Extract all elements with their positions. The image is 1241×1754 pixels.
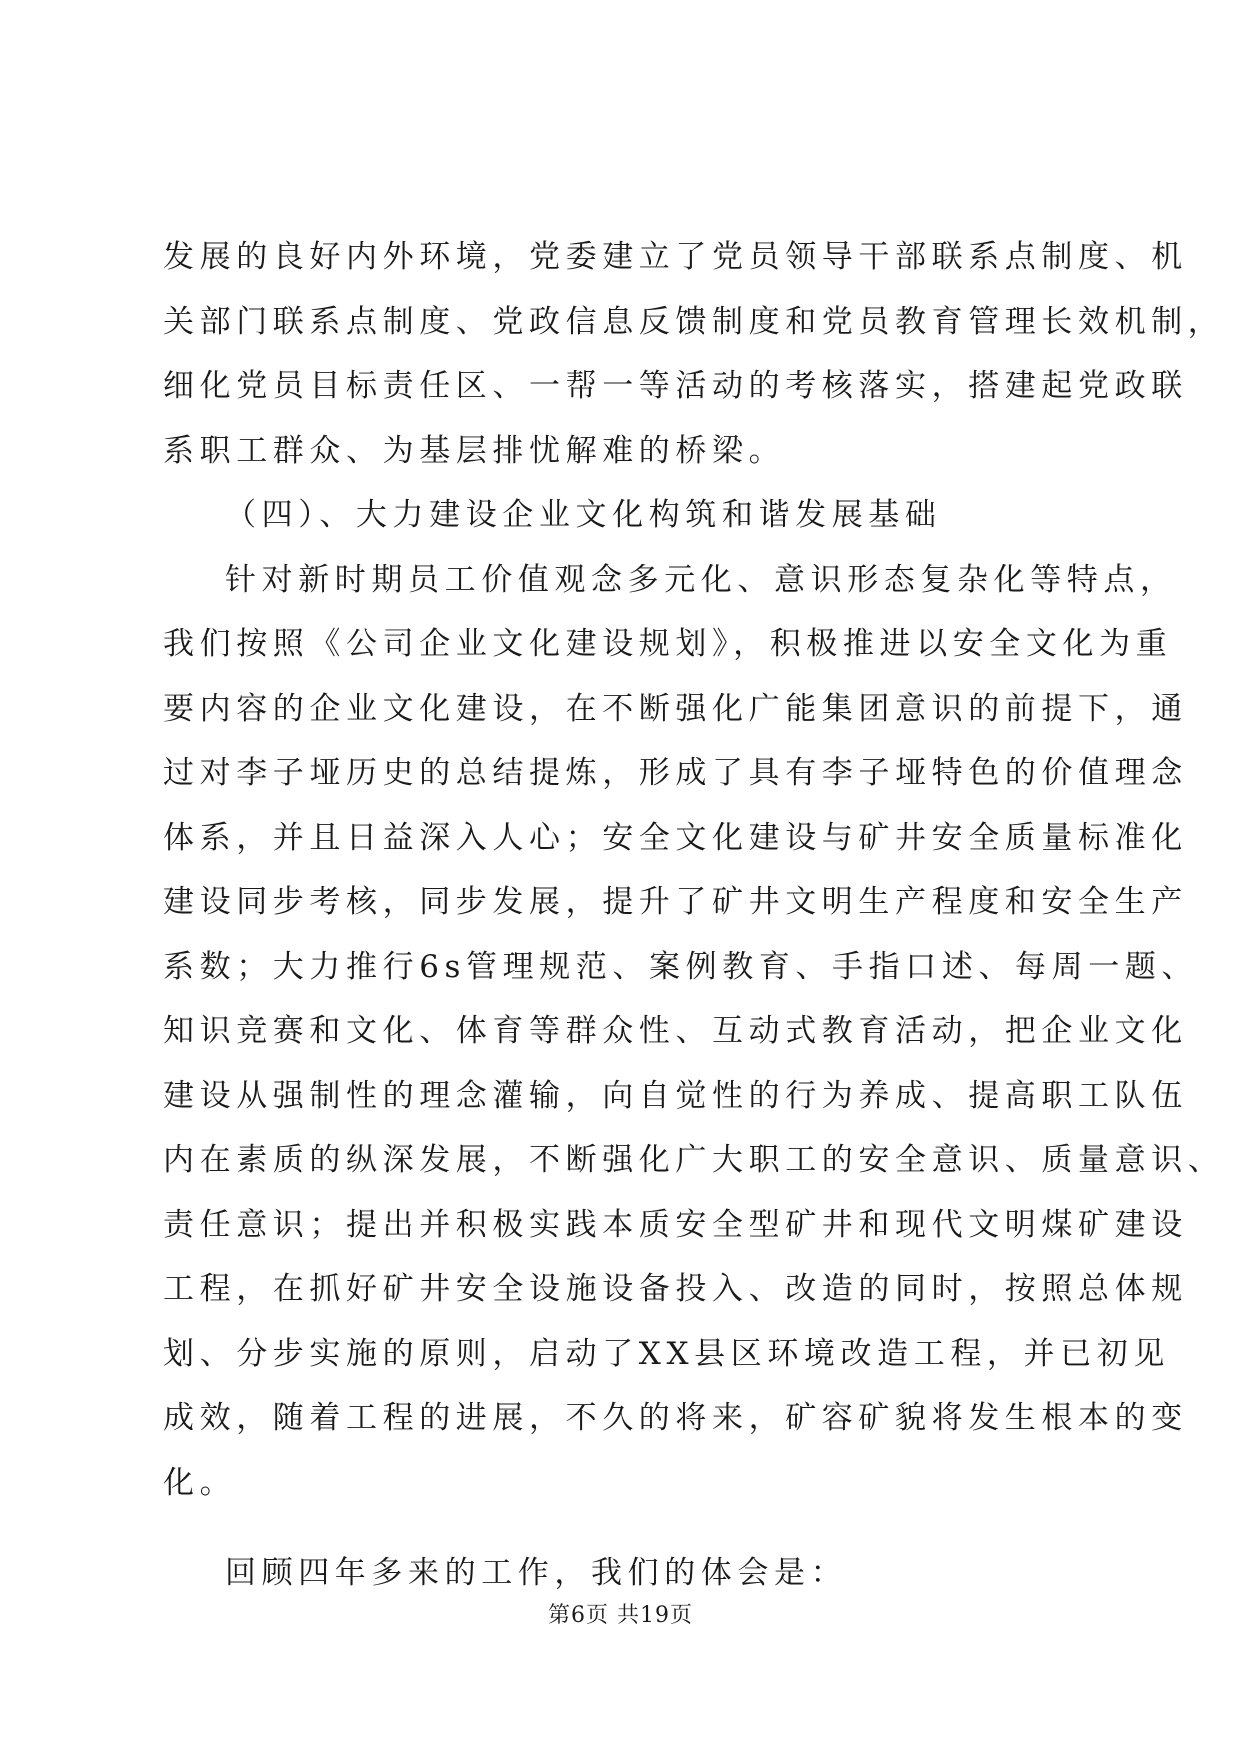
page-number-footer: 第6页 共19页 bbox=[548, 1603, 693, 1628]
text-line: 关部门联系点制度、党政信息反馈制度和党员教育管理长效机制， bbox=[163, 303, 1225, 340]
text-line: 针对新时期员工价值观念多元化、意识形态复杂化等特点， bbox=[225, 561, 1177, 598]
text-line: 细化党员目标责任区、一帮一等活动的考核落实，搭建起党政联 bbox=[163, 368, 1188, 404]
paragraph-spacer bbox=[163, 1515, 1103, 1541]
text-line: 体系，并且日益深入人心；安全文化建设与矿井安全质量标准化 bbox=[163, 819, 1188, 856]
text-line: 建设从强制性的理念灌输，向自觉性的行为养成、提高职工队伍 bbox=[163, 1077, 1188, 1114]
text-line: （四）、大力建设企业文化构筑和谐发展基础 bbox=[225, 497, 942, 533]
text-line: 内在素质的纵深发展，不断强化广大职工的安全意识、质量意识、 bbox=[163, 1142, 1225, 1178]
text-line: 知识竞赛和文化、体育等群众性、互动式教育活动，把企业文化 bbox=[163, 1013, 1188, 1049]
text-line: 成效，随着工程的进展，不久的将来，矿容矿貌将发生根本的变 bbox=[163, 1400, 1188, 1436]
text-line: 工程，在抓好矿井安全设施设备投入、改造的同时，按照总体规 bbox=[163, 1271, 1188, 1307]
text-line: 建设同步考核，同步发展，提升了矿井文明生产程度和安全生产 bbox=[163, 884, 1188, 920]
text-line: 要内容的企业文化建设，在不断强化广能集团意识的前提下，通 bbox=[163, 690, 1188, 727]
text-line: 回顾四年多来的工作，我们的体会是： bbox=[225, 1555, 848, 1591]
text-line: 过对李子垭历史的总结提炼，形成了具有李子垭特色的价值理念 bbox=[163, 755, 1188, 791]
text-line: 责任意识；提出并积极实践本质安全型矿井和现代文明煤矿建设 bbox=[163, 1206, 1188, 1243]
text-line: 系数；大力推行6s管理规范、案例教育、手指口述、每周一题、 bbox=[163, 948, 1199, 985]
text-line: 划、分步实施的原则，启动了XX县区环境改造工程，并已初见 bbox=[163, 1335, 1170, 1372]
document-body bbox=[163, 225, 1225, 1606]
text-line: 我们按照《公司企业文化建设规划》，积极推进以安全文化为重 bbox=[163, 626, 1173, 662]
text-line: 系职工群众、为基层排忧解难的桥梁。 bbox=[163, 432, 786, 469]
text-line: 化。 bbox=[163, 1464, 237, 1501]
text-line: 发展的良好内外环境，党委建立了党员领导干部联系点制度、机 bbox=[163, 239, 1188, 275]
